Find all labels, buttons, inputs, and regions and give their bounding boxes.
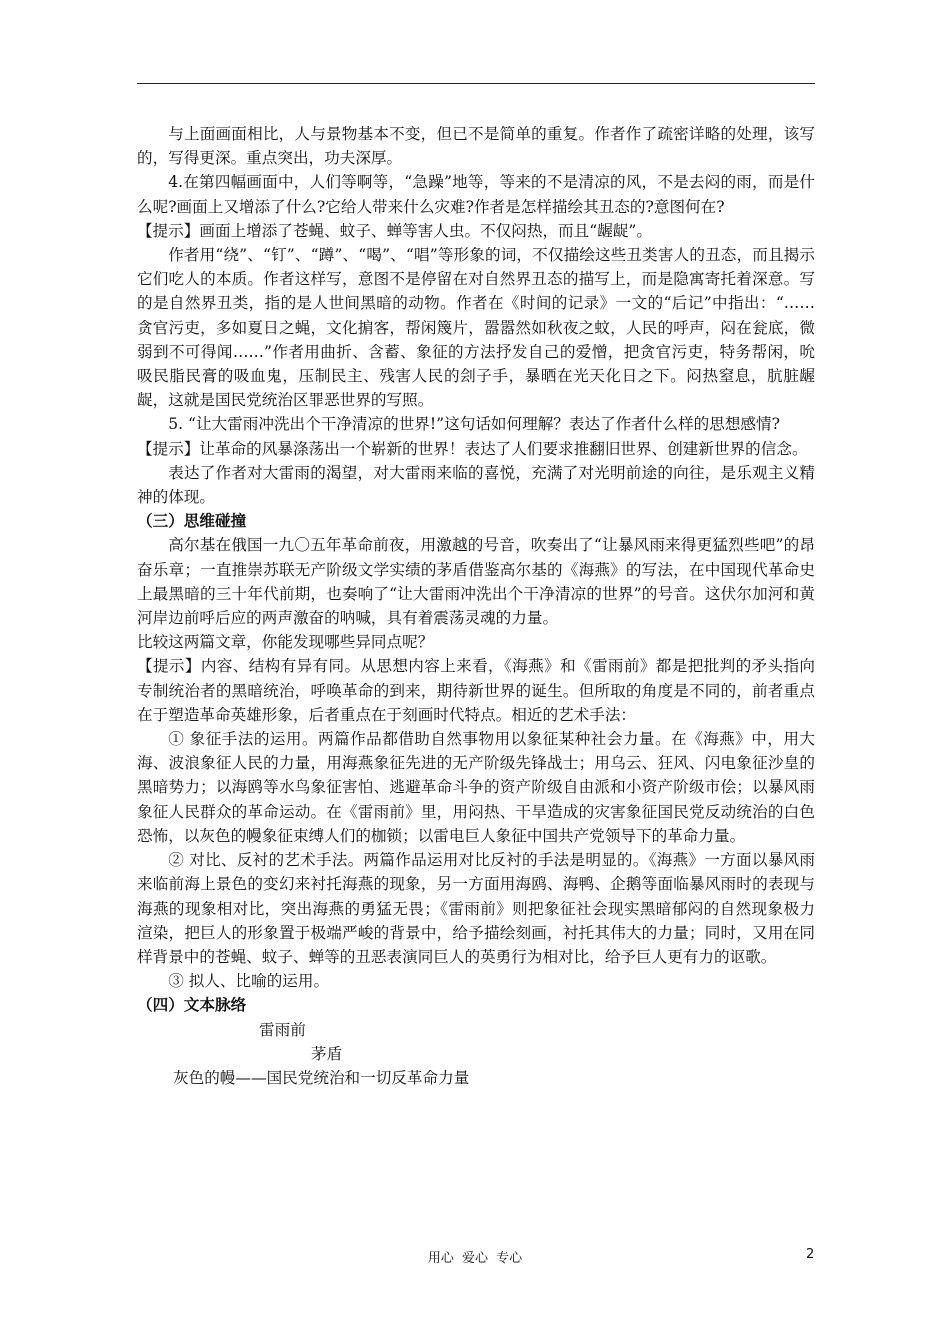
hint-4: 【提示】画面上增添了苍蝇、蚊子、蝉等害人虫。不仅闷热，而且“龌龊”。 [137, 221, 652, 240]
question-5: 5. “让大雷雨冲洗出个干净清凉的世界!”这句话如何理解？表达了作者什么样的思想感情? [168, 415, 780, 434]
document-body [137, 122, 815, 1090]
paragraph-author-analysis: 作者用“绕”、“钉”、“蹲”、“喝”、“唱”等形象的词，不仅描绘这些丑类害人的丑态，而且揭示它们吃人的本质。作者这样写，意图不是停留在对自然界丑态的描写上，而是隐寓寄托着深意。写的是自然界丑类，指的是人世间黑暗的动物。作者在《时间的记录》一文的“后记”中指出：“……贪官污吏，多如夏日之蝇，文化掮客，帮闲篾片，嚣嚣然如秋夜之蚊，人民的呼声，闷在瓮底，微弱到不可得闻……”作者用曲折、含蓄、象征的方法抒发自己的爱憎，把贪官污吏，特务帮闲，吮吸民脂民膏的吸血鬼，压制民主、残害人民的刽子手，暴晒在光天化日之下。闷热窒息，肮脏龌龊，这就是国民党统治区罪恶世界的写照。 [137, 246, 815, 410]
paragraph-comparison-summary: 与上面画面相比，人与景物基本不变，但已不是简单的重复。作者作了疏密详略的处理，该写的，写得更深。重点突出，功夫深厚。 [137, 125, 815, 168]
header-rule [137, 83, 815, 84]
section-heading-thinking: （三）思维碰撞 [137, 512, 247, 531]
point-symbolism: ① 象征手法的运用。两篇作品都借助自然事物用以象征某种社会力量。在《海燕》中，用大海、波浪象征人民的力量，用海燕象征先进的无产阶级先锋战士；用乌云、狂风、闪电象征沙皇的黑暗势力；以海鸥等水鸟象征害怕、逃避革命斗争的资产阶级自由派和小资产阶级市侩；以暴风雨象征人民群众的革命运动。在《雷雨前》里，用闷热、干旱造成的灾害象征国民党反动统治的白色恐怖，以灰色的幔象征束缚人们的枷锁；以雷电巨人象征中国共产党领导下的革命力量。 [137, 730, 815, 845]
paragraph-author-emotion: 表达了作者对大雷雨的渴望，对大雷雨来临的喜悦，充满了对光明前途的向往，是乐观主义精神的体现。 [137, 463, 815, 507]
comparison-question: 比较这两篇文章，你能发现哪些异同点呢？ [137, 633, 434, 652]
hint-5: 【提示】让革命的风暴涤荡出一个崭新的世界！表达了人们要求推翻旧世界、创建新世界的信念。 [137, 439, 808, 458]
paragraph-gorky-maodun: 高尔基在俄国一九〇五年革命前夜，用激越的号音，吹奏出了“让暴风雨来得更猛烈些吧”的昂奋乐章；一直推崇苏联无产阶级文学实绩的茅盾借鉴高尔基的《海燕》的写法，在中国现代革命史上最黑暗的三十年代前期，也奏响了“让大雷雨冲洗出个干净清凉的世界”的号音。这伏尔加河和黄河岸边前呼后应的两声激奋的呐喊，具有着震荡灵魂的力量。 [137, 536, 815, 628]
footer-motto: 用心 爱心 专心 [427, 1251, 523, 1266]
outline-line: 灰色的幔——国民党统治和一切反革命力量 [173, 1068, 470, 1087]
point-personification: ③ 拟人、比喻的运用。 [168, 972, 330, 991]
hint-comparison: 【提示】内容、结构有异有同。从思想内容上来看，《海燕》和《雷雨前》都是把批判的矛头指向专制统治者的黑暗统治，呼唤革命的到来，期待新世界的诞生。但所取的角度是不同的，前者重点在于塑造革命英雄形象，后者重点在于刻画时代特点。相近的艺术手法： [137, 657, 815, 724]
page-number: 2 [806, 1247, 815, 1262]
outline-title: 雷雨前 [259, 1020, 306, 1039]
outline-author: 茅盾 [311, 1044, 343, 1063]
point-contrast: ② 对比、反衬的艺术手法。两篇作品运用对比反衬的手法是明显的。《海燕》一方面以暴风雨来临前海上景色的变幻来衬托海燕的现象，另一方面用海鸥、海鸭、企鹅等面临暴风雨时的表现与海燕的现象相对比，突出海燕的勇猛无畏；《雷雨前》则把象征社会现实黑暗郁闷的自然现象极力渲染，把巨人的形象置于极端严峻的背景中，给予描绘刻画，衬托其伟大的力量；同时，又用在同样背景中的苍蝇、蚊子、蝉等的丑恶表演同巨人的英勇行为相对比，给予巨人更有力的讴歌。 [137, 851, 815, 966]
question-4: 4.在第四幅画面中，人们等啊等，“急躁”地等，等来的不是清凉的风，不是去闷的雨，而是什么呢?画面上又增添了什么?它给人带来什么灾难?作者是怎样描绘其丑态的?意图何在? [137, 173, 815, 216]
section-heading-outline: （四）文本脉络 [137, 996, 247, 1015]
